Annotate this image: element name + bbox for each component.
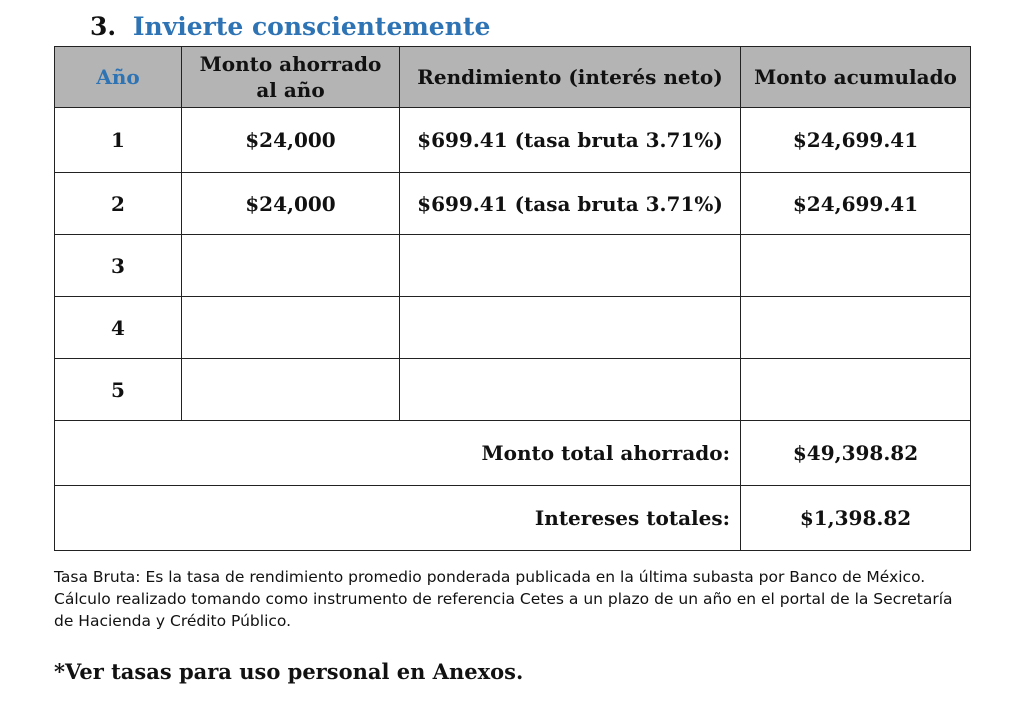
cell-accumulated bbox=[741, 297, 971, 359]
cell-yield: $699.41 (tasa bruta 3.71%) bbox=[400, 173, 741, 235]
table-row bbox=[55, 359, 971, 421]
total-row bbox=[55, 421, 971, 486]
table-row bbox=[55, 297, 971, 359]
header-saved-line1: Monto ahorrado bbox=[199, 52, 382, 76]
investment-table bbox=[54, 46, 971, 551]
header-saved-line2: al año bbox=[256, 78, 325, 102]
table-header-row bbox=[55, 47, 971, 108]
cell-yield bbox=[400, 297, 741, 359]
total-saved-label: Monto total ahorrado: bbox=[55, 421, 741, 486]
total-row bbox=[55, 486, 971, 551]
cell-saved: $24,000 bbox=[182, 108, 400, 173]
cell-year: 3 bbox=[55, 235, 182, 297]
header-accumulated: Monto acumulado bbox=[741, 47, 971, 108]
cell-year: 2 bbox=[55, 173, 182, 235]
header-yield: Rendimiento (interés neto) bbox=[400, 47, 741, 108]
section-title: Invierte conscientemente bbox=[132, 12, 491, 41]
note-tasa-bruta: Tasa Bruta: Es la tasa de rendimiento promedio ponderada publicada en la última subasta por Banco de México. bbox=[54, 568, 926, 586]
header-year: Año bbox=[55, 47, 182, 108]
cell-saved bbox=[182, 297, 400, 359]
cell-accumulated bbox=[741, 359, 971, 421]
section-heading bbox=[90, 12, 490, 41]
total-saved-value: $49,398.82 bbox=[741, 421, 971, 486]
table-row bbox=[55, 235, 971, 297]
note-anexos: *Ver tasas para uso personal en Anexos. bbox=[54, 659, 524, 684]
header-saved bbox=[182, 47, 400, 108]
total-interest-label: Intereses totales: bbox=[55, 486, 741, 551]
cell-accumulated: $24,699.41 bbox=[741, 173, 971, 235]
footnotes bbox=[54, 566, 974, 632]
section-number: 3. bbox=[90, 12, 117, 41]
note-calculo: Cálculo realizado tomando como instrumento de referencia Cetes a un plazo de un año en el portal de la Secretaría de Hacienda y Crédito Público. bbox=[54, 590, 953, 630]
cell-yield bbox=[400, 359, 741, 421]
cell-accumulated: $24,699.41 bbox=[741, 108, 971, 173]
table-row bbox=[55, 108, 971, 173]
cell-yield: $699.41 (tasa bruta 3.71%) bbox=[400, 108, 741, 173]
cell-saved bbox=[182, 359, 400, 421]
cell-accumulated bbox=[741, 235, 971, 297]
table-row bbox=[55, 173, 971, 235]
total-interest-value: $1,398.82 bbox=[741, 486, 971, 551]
cell-year: 4 bbox=[55, 297, 182, 359]
cell-year: 1 bbox=[55, 108, 182, 173]
cell-year: 5 bbox=[55, 359, 182, 421]
cell-saved bbox=[182, 235, 400, 297]
cell-yield bbox=[400, 235, 741, 297]
cell-saved: $24,000 bbox=[182, 173, 400, 235]
